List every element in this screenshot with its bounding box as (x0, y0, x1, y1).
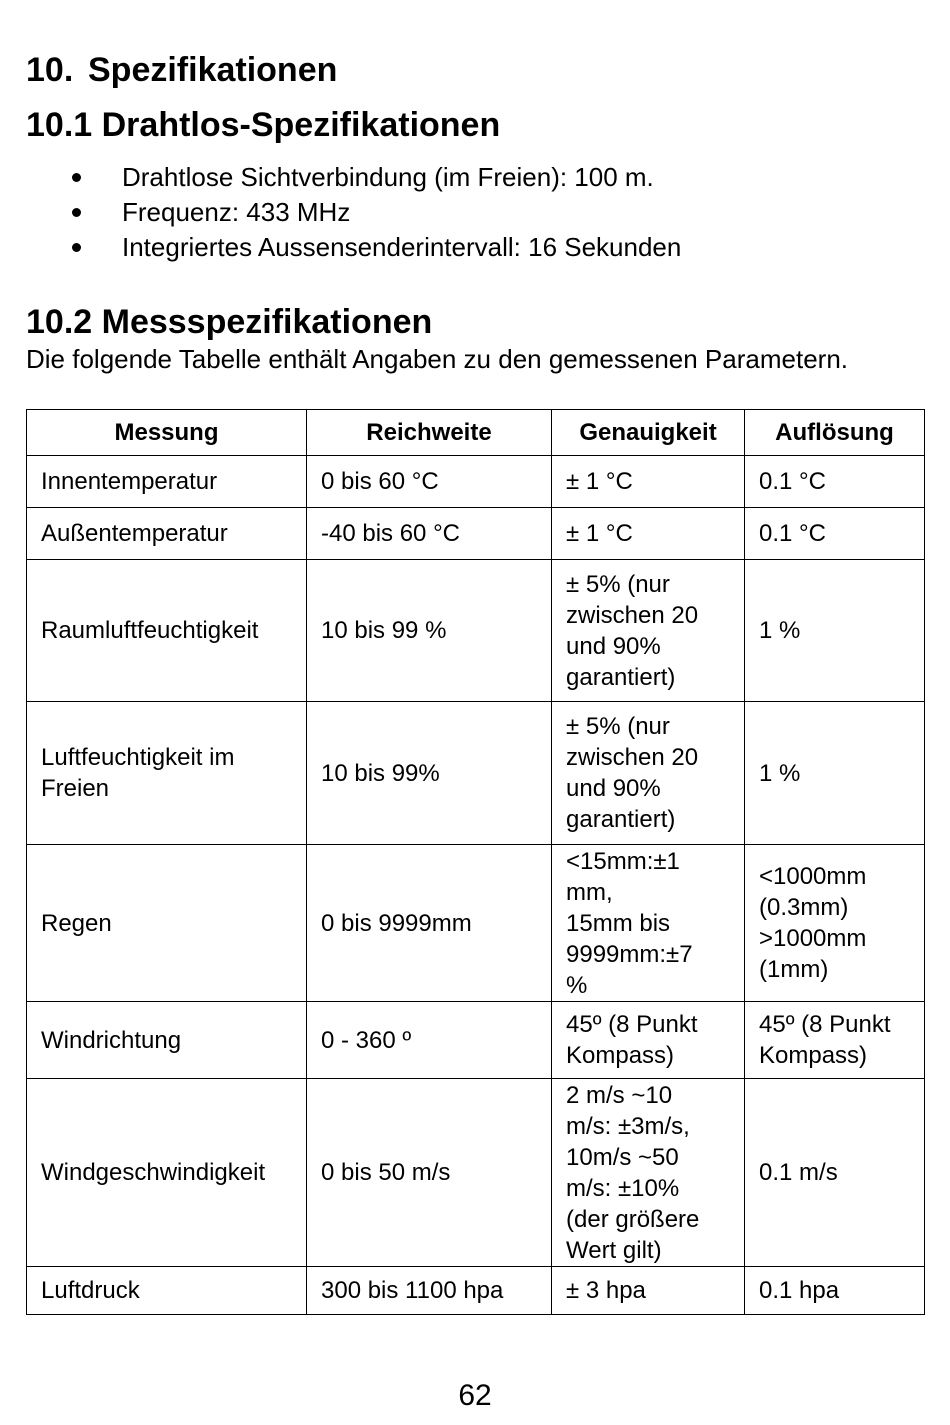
list-item-text: Drahtlose Sichtverbindung (im Freien): 100 m. (122, 162, 654, 192)
cell-range: 300 bis 1100 hpa (307, 1267, 552, 1315)
page-number: 62 (458, 1379, 492, 1412)
column-header-resolution: Auflösung (745, 410, 925, 456)
cell-accuracy: ± 1 °C (552, 456, 745, 508)
cell-range: 10 bis 99% (307, 702, 552, 845)
cell-accuracy: 2 m/s ~10 m/s: ±3m/s, 10m/s ~50 m/s: ±10% (der größere Wert gilt) (552, 1079, 745, 1267)
list-item-text: Frequenz: 433 MHz (122, 197, 351, 227)
column-header-measurement: Messung (27, 410, 307, 456)
table-row (27, 560, 925, 702)
measurement-heading: 10.2 Messspezifikationen (26, 303, 433, 341)
table-row (27, 1079, 925, 1267)
cell-measurement: Windgeschwindigkeit (27, 1079, 307, 1267)
cell-measurement: Innentemperatur (27, 456, 307, 508)
cell-measurement: Regen (27, 845, 307, 1002)
cell-measurement: Außentemperatur (27, 508, 307, 560)
cell-accuracy: ± 3 hpa (552, 1267, 745, 1315)
measurement-spec-table (26, 409, 925, 1315)
table-row (27, 702, 925, 845)
section-title: Spezifikationen (88, 51, 338, 89)
table-header-row (27, 410, 925, 456)
cell-range: -40 bis 60 °C (307, 508, 552, 560)
cell-range: 0 bis 50 m/s (307, 1079, 552, 1267)
table-row (27, 508, 925, 560)
section-heading (26, 50, 337, 90)
measurement-intro: Die folgende Tabelle enthält Angaben zu den gemessenen Parametern. (26, 344, 848, 374)
cell-range: 0 bis 9999mm (307, 845, 552, 1002)
bullet-icon (72, 173, 81, 182)
wireless-heading: 10.1 Drahtlos-Spezifikationen (26, 106, 501, 144)
cell-resolution: 1 % (745, 560, 925, 702)
cell-range: 10 bis 99 % (307, 560, 552, 702)
list-item-text: Integriertes Aussensenderintervall: 16 Sekunden (122, 232, 682, 262)
bullet-icon (72, 208, 81, 217)
table-row (27, 456, 925, 508)
cell-accuracy: <15mm:±1 mm, 15mm bis 9999mm:±7 % (552, 845, 745, 1002)
table-row (27, 1002, 925, 1079)
cell-accuracy: 45º (8 Punkt Kompass) (552, 1002, 745, 1079)
cell-measurement: Luftdruck (27, 1267, 307, 1315)
cell-resolution: 1 % (745, 702, 925, 845)
cell-accuracy: ± 5% (nur zwischen 20 und 90% garantiert) (552, 702, 745, 845)
cell-measurement: Luftfeuchtigkeit im Freien (27, 702, 307, 845)
cell-resolution: 0.1 °C (745, 456, 925, 508)
cell-resolution: 45º (8 Punkt Kompass) (745, 1002, 925, 1079)
list-item (26, 160, 681, 195)
cell-measurement: Raumluftfeuchtigkeit (27, 560, 307, 702)
bullet-icon (72, 243, 81, 252)
section-number: 10. (26, 51, 74, 89)
cell-resolution: <1000mm (0.3mm) >1000mm (1mm) (745, 845, 925, 1002)
cell-resolution: 0.1 °C (745, 508, 925, 560)
cell-range: 0 bis 60 °C (307, 456, 552, 508)
wireless-spec-list (26, 160, 681, 265)
cell-resolution: 0.1 hpa (745, 1267, 925, 1315)
column-header-accuracy: Genauigkeit (552, 410, 745, 456)
column-header-range: Reichweite (307, 410, 552, 456)
cell-resolution: 0.1 m/s (745, 1079, 925, 1267)
table-row (27, 845, 925, 1002)
list-item (26, 195, 681, 230)
table-row (27, 1267, 925, 1315)
cell-accuracy: ± 5% (nur zwischen 20 und 90% garantiert) (552, 560, 745, 702)
cell-range: 0 - 360 º (307, 1002, 552, 1079)
cell-measurement: Windrichtung (27, 1002, 307, 1079)
cell-accuracy: ± 1 °C (552, 508, 745, 560)
list-item (26, 230, 681, 265)
